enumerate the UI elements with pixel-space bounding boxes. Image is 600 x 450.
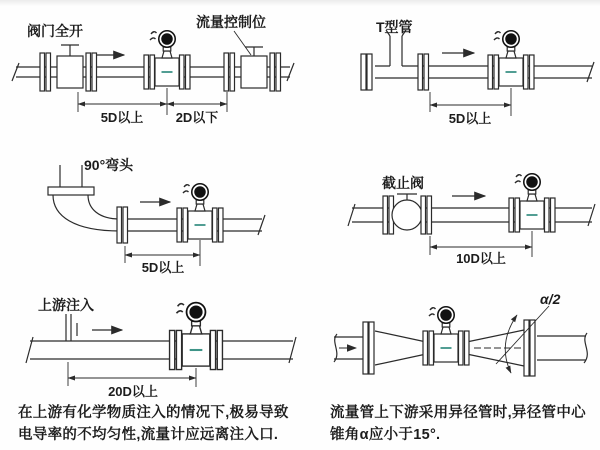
pipe-break — [258, 215, 265, 235]
flowmeter-icon — [509, 173, 555, 232]
pipe-break — [348, 204, 355, 226]
pipe-break — [334, 334, 337, 362]
flowmeter-icon — [170, 302, 223, 370]
component-label: 90°弯头 — [84, 157, 134, 173]
diagram-upstream-injection — [18, 297, 296, 443]
pipe — [375, 66, 592, 78]
dimension-label: 5D以上 — [141, 260, 185, 275]
component-label: 阀门全开 — [27, 23, 83, 39]
injection-port — [66, 314, 77, 341]
blind-flange — [361, 54, 372, 90]
dimension-label: 2D以下 — [175, 110, 219, 125]
pipe-break — [588, 204, 595, 226]
flange-large — [363, 322, 374, 374]
pipe — [30, 341, 293, 359]
elbow-icon — [48, 165, 120, 231]
component-label: T型管 — [376, 19, 413, 35]
flowmeter-icon — [488, 30, 534, 89]
flowmeter-icon — [144, 30, 190, 89]
diagram-t-pipe — [361, 19, 594, 126]
diagram-elbow-90 — [48, 157, 265, 275]
reducer-cone-upstream — [375, 331, 424, 365]
pipe-break — [287, 63, 294, 81]
pipe-break — [584, 333, 587, 363]
diagram-stop-valve — [348, 173, 595, 266]
diagram-reducer-cone — [329, 291, 587, 443]
globe-valve-icon — [383, 194, 432, 234]
flowmeter-icon — [177, 183, 223, 242]
caption-line: 在上游有化学物质注入的情况下,极易导致 — [18, 405, 289, 421]
component-label: 上游注入 — [38, 297, 94, 313]
pipe-break — [12, 63, 19, 81]
pipe-break — [587, 62, 594, 82]
leader-line — [234, 31, 251, 55]
gate-valve-icon — [40, 45, 97, 91]
component-label: 截止阀 — [382, 175, 424, 191]
dimension-label: 5D以上 — [100, 110, 144, 125]
flange-pair — [418, 54, 429, 90]
tee-branch — [386, 30, 406, 66]
caption-line: 锥角α应小于15°. — [330, 427, 441, 443]
flange-pair — [117, 207, 128, 243]
pipe — [537, 336, 586, 360]
component-label: 流量控制位 — [196, 14, 266, 30]
dimension-label: 5D以上 — [448, 111, 492, 126]
angle-label: α/2 — [540, 291, 561, 307]
flowmeter-icon — [423, 306, 469, 365]
caption-line: 流量管上下游采用异径管时,异径管中心 — [330, 405, 586, 421]
flange-large — [524, 320, 535, 376]
control-valve-icon — [224, 47, 281, 91]
dimension-label: 10D以上 — [456, 251, 506, 266]
caption-line: 电导率的不均匀性,流量计应远离注入口. — [18, 427, 279, 443]
diagram-fully-open-valve — [12, 14, 294, 125]
dimension-label: 20D以上 — [108, 384, 158, 399]
